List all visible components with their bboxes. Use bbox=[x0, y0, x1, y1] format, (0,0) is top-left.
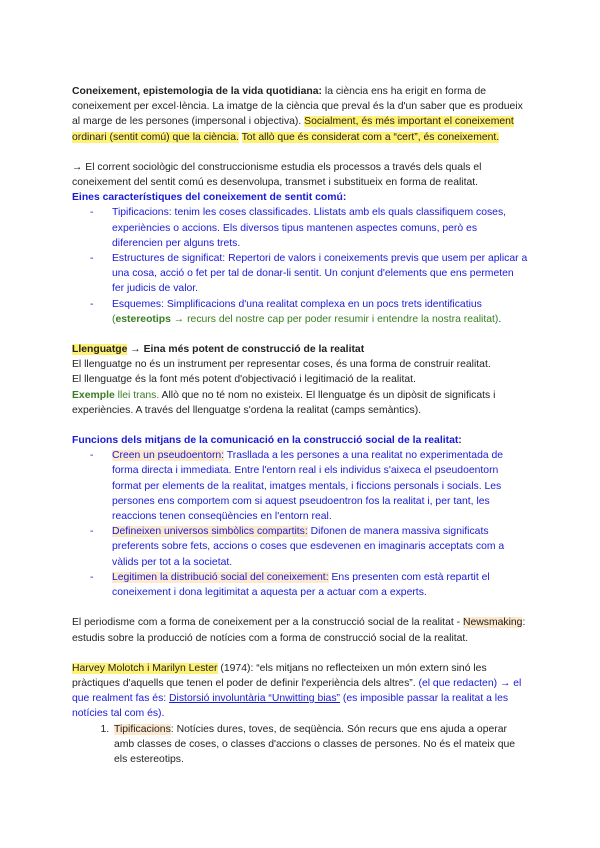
llenguatge-line-2: El llenguatge és la font més potent d'objectivació i legitimació de la realitat. bbox=[72, 374, 416, 386]
universos-highlight: Defineixen universos simbòlics compartits: bbox=[112, 526, 308, 538]
eines-heading: Eines característiques del coneixement de sentit comú: bbox=[72, 192, 347, 204]
intro-paragraph bbox=[72, 84, 528, 145]
list-item-tipificacions: - Tipificacions: tenim les coses classificades. Llistats amb els quals classifiquem coses, experiències o accions. Els diversos tipus mantenen aspectes comuns, però es diferencien per alguns trets. bbox=[112, 205, 528, 251]
construccionisme-paragraph: → El corrent sociològic del construccionisme estudia els processos a través dels quals el coneixement del sentit comú es desenvolupa, transmet i substitueix en forma de realitat. bbox=[72, 161, 482, 189]
numbered-list bbox=[72, 722, 528, 768]
esquemes-green-rest: → recurs del nostre cap per poder resumir i entendre la nostra realitat) bbox=[170, 313, 499, 325]
intro-title: Coneixement, epistemologia de la vida quotidiana: bbox=[72, 86, 322, 97]
list-item-estructures: - Estructures de significat: Repertori de valors i coneixements previs que usem per aplicar a una cosa, acció o fet per tal de donar-li sentit. Un conjunt d'elements que ens permeten fer judicis de valor. bbox=[112, 251, 528, 297]
llenguatge-highlight: Llenguatge bbox=[72, 344, 128, 356]
llenguatge-heading bbox=[72, 342, 528, 357]
exemple-text: Allò que no té nom no existeix. El llenguatge és un dipòsit de significats i experiències. A través del llenguatge s'ordena la realitat (camps semàntics). bbox=[72, 389, 496, 416]
periodisme-text: El periodisme com a forma de coneixement per a la construcció social de la realitat - bbox=[72, 617, 463, 629]
legitimen-text: Ens presenten com està repartit el coneixement i dona legitimitat a aquesta per a actuar com a experts. bbox=[112, 571, 490, 599]
llenguatge-heading-rest: → Eina més potent de construcció de la realitat bbox=[127, 344, 365, 356]
tipificacions-text: : Notícies dures, toves, de seqüència. Són recurs que ens ajuda a operar amb classes de coses, o classes d'accions o classes de persones. No és el mateix que els estereotips. bbox=[114, 723, 516, 765]
exemple-paragraph bbox=[72, 388, 528, 418]
esquemes-dot: . bbox=[498, 313, 502, 325]
harvey-blue-1: (el que redacten) → el que realment fas és: bbox=[72, 677, 522, 705]
universos-text: Difonen de manera massiva significats preferents sobre fets, accions o coses que esdevenen en imaginaris acceptats com a vàlids per tot a la societat. bbox=[112, 526, 505, 568]
exemple-green: llei trans. bbox=[114, 389, 160, 401]
blank-line bbox=[72, 327, 528, 342]
newsmaking-highlight: Newsmaking bbox=[462, 617, 523, 629]
pseudoentorn-highlight: Creen un pseudoentorn: bbox=[112, 450, 225, 462]
list-item-tipificacions-numbered bbox=[112, 722, 528, 768]
periodisme-paragraph bbox=[72, 615, 528, 645]
harvey-quote: “els mitjans no reflecteixen un món extern sinó les pràctiques d'aquells que tenen el poder de definir l'experiència dels altres”. bbox=[72, 662, 487, 689]
pseudoentorn-text: Trasllada a les persones a una realitat no experimentada de forma directa i immediata. Entre l'entorn real i els individus s'aixeca el pseudoentorn format per elements de la realitat, imatges mentals, i ficcions personals i socials. Les persones ens comportem com si aquest pseudoentron fos la realitat i, per tant, les reaccions tenen conseqüències en l'entorn real. bbox=[112, 450, 504, 523]
harvey-highlight: Harvey Molotch i Marilyn Lester bbox=[72, 662, 218, 674]
intro-text: la ciència ens ha erigit en forma de coneixement per excel·lència. La imatge de la ciència que preval és la d'un saber que es produeix al marge de les persones (impersonal i objectiva). bbox=[72, 86, 523, 128]
list-item-universos bbox=[112, 524, 528, 570]
unwitting-bias-link[interactable]: Distorsió involuntària “Unwitting bias” bbox=[169, 693, 340, 705]
blank-line bbox=[72, 418, 528, 433]
funcions-list bbox=[72, 448, 528, 600]
tipificacions-highlight: Tipificacions bbox=[114, 723, 171, 735]
harvey-year: (1974): bbox=[217, 662, 257, 674]
document-page bbox=[72, 84, 528, 767]
blank-line bbox=[72, 646, 528, 661]
list-item-pseudoentorn bbox=[112, 448, 528, 524]
exemple-label: Exemple bbox=[72, 389, 115, 401]
harvey-blue-2: (es imposible passar la realitat a les notícies tal com és). bbox=[72, 693, 509, 720]
esquemes-text: Esquemes: Simplificacions d'una realitat complexa en un pocs trets identificatius bbox=[112, 298, 482, 310]
esquemes-estereotips: estereotips bbox=[115, 313, 171, 325]
harvey-paragraph bbox=[72, 661, 528, 722]
list-item-esquemes bbox=[112, 297, 528, 327]
legitimen-highlight: Legitimen la distribució social del coneixement: bbox=[112, 571, 329, 583]
funcions-heading: Funcions dels mitjans de la comunicació en la construcció social de la realitat: bbox=[72, 435, 462, 447]
blank-line bbox=[72, 600, 528, 615]
list-item-legitimen bbox=[112, 570, 528, 600]
eines-list bbox=[72, 205, 528, 327]
llenguatge-line-1: El llenguatge no és un instrument per representar coses, és una forma de construir realitat. bbox=[72, 359, 491, 371]
highlight-cert: Tot allò que és considerat com a “cert”, és coneixement. bbox=[241, 131, 500, 143]
periodisme-rest: : estudis sobre la producció de notícies com a forma de construcció social de la realitat. bbox=[72, 617, 526, 644]
highlight-socialment: Socialment, és més important el coneixement ordinari (sentit comú) que la ciència. bbox=[72, 116, 514, 143]
blank-line bbox=[72, 145, 528, 160]
esquemes-paren: ( bbox=[112, 313, 116, 325]
